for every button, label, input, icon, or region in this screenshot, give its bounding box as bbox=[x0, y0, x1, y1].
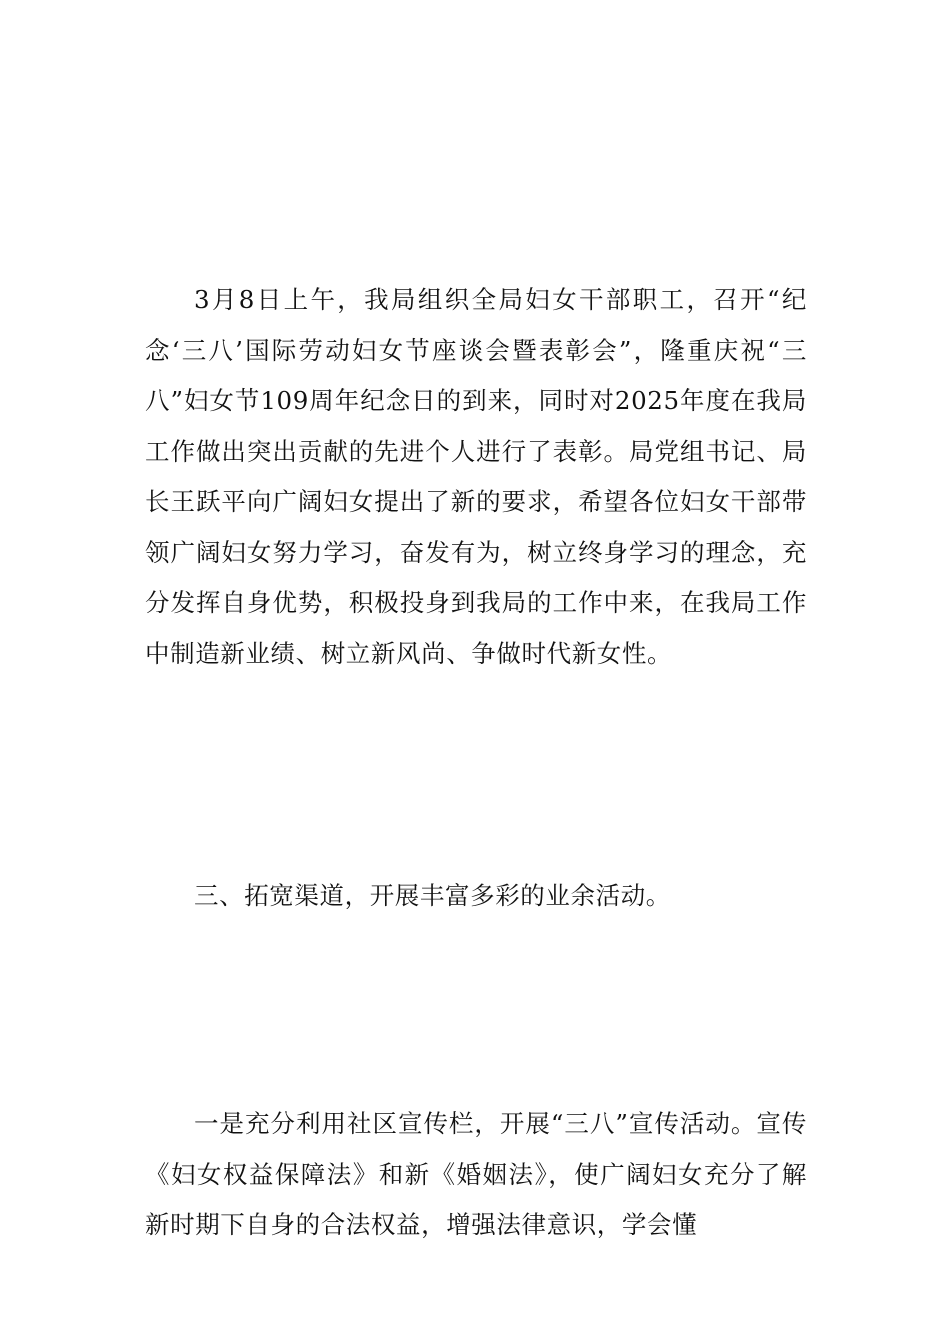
body-paragraph: 一是充分利用社区宣传栏，开展“三八”宣传活动。宣传《妇女权益保障法》和新《婚姻法》，使广阔妇女充分了解新时期下自身的合法权益，增强法律意识，学会懂 bbox=[145, 1109, 807, 1239]
body-paragraph: 3月8日上午，我局组织全局妇女干部职工，召开“纪念‘三八’国际劳动妇女节座谈会暨表彰会”，隆重庆祝“三八”妇女节109周年纪念日的到来，同时对2025年度在我局工作做出突出贡献的先进个人进行了表彰。局党组书记、局长王跃平向广阔妇女提出了新的要求，希望各位妇女干部带领广阔妇女努力学习，奋发有为，树立终身学习的理念，充分发挥自身优势，积极投身到我局的工作中来，在我局工作中制造新业绩、树立新风尚、争做时代新女性。 bbox=[145, 285, 807, 668]
section-heading: 三、拓宽渠道，开展丰富多彩的业余活动。 bbox=[194, 881, 671, 910]
